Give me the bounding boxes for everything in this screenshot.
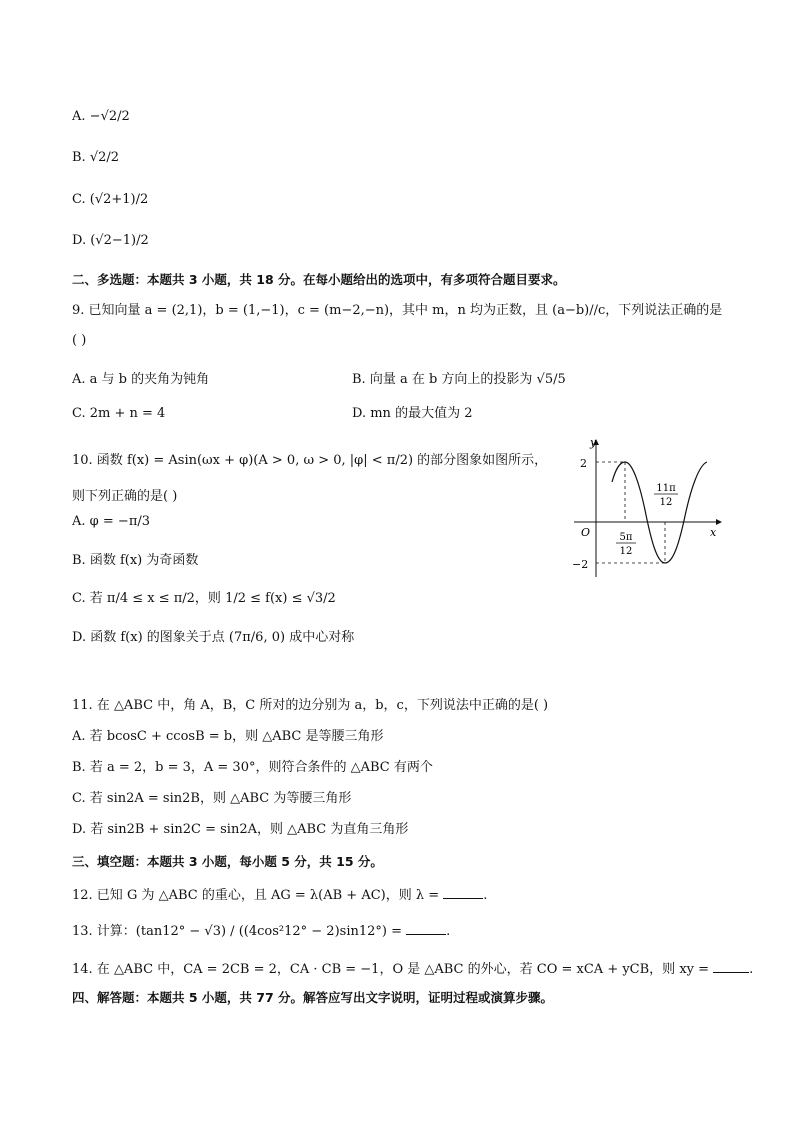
q8-option-b-text: √2/2 xyxy=(89,150,120,165)
origin-label: O xyxy=(581,526,591,539)
q9-option-d: D. mn 的最大值为 2 xyxy=(352,406,473,421)
q13-answer-blank[interactable] xyxy=(406,920,446,935)
q10-option-d: D. 函数 f(x) 的图象关于点 (7π/6, 0) 成中心对称 xyxy=(72,630,355,645)
section-2-heading: 二、多选题：本题共 3 小题，共 18 分。在每小题给出的选项中，有多项符合题目要求。 xyxy=(72,272,566,287)
q10-function-graph xyxy=(566,432,726,582)
q11-stem: 11. 在 △ABC 中，角 A，B，C 所对的边分别为 a，b，c，下列说法中正确的是( ) xyxy=(72,698,549,713)
q9-option-b: B. 向量 a 在 b 方向上的投影为 √5/5 xyxy=(352,372,566,387)
q10-option-a: A. φ = −π/3 xyxy=(72,514,151,529)
tick-5pi-num: 5π xyxy=(619,532,633,543)
q9-stem: 9. 已知向量 a = (2,1)，b = (1,−1)，c = (m−2,−n)，其中 m，n 均为正数，且 (a−b)//c，下列说法正确的是 xyxy=(72,303,723,318)
q8-option-d: D. (√2−1)/2 xyxy=(72,233,149,248)
q8-option-c: C. (√2+1)/2 xyxy=(72,192,149,207)
q8-option-c-text: (√2+1)/2 xyxy=(89,192,149,207)
tick-11pi-den: 12 xyxy=(659,497,673,508)
y-axis-label: y xyxy=(590,436,597,449)
q13-text: 13. 计算：(tan12° − √3) / ((4cos²12° − 2)sin12°) = xyxy=(72,924,402,939)
q8-option-d-text: (√2−1)/2 xyxy=(90,233,149,248)
q9-option-c: C. 2m + n = 4 xyxy=(72,406,166,421)
tick-5pi-den: 12 xyxy=(619,546,633,557)
ymax-label: 2 xyxy=(580,457,587,470)
ymin-label: −2 xyxy=(572,558,589,571)
q14-answer-blank[interactable] xyxy=(713,958,749,973)
q10-option-b: B. 函数 f(x) 为奇函数 xyxy=(72,553,199,568)
tick-11pi-num: 11π xyxy=(656,483,676,494)
q8-option-b: B. √2/2 xyxy=(72,150,120,165)
q8-option-a: A. −√2/2 xyxy=(72,109,130,124)
q11-option-b: B. 若 a = 2，b = 3，A = 30°，则符合条件的 △ABC 有两个 xyxy=(72,760,433,775)
q11-option-c: C. 若 sin2A = sin2B，则 △ABC 为等腰三角形 xyxy=(72,791,352,806)
section-3-heading: 三、填空题：本题共 3 小题，每小题 5 分，共 15 分。 xyxy=(72,854,383,869)
q11-option-a: A. 若 bcosC + ccosB = b，则 △ABC 是等腰三角形 xyxy=(72,729,384,744)
q14: 14. 在 △ABC 中，CA = 2CB = 2，CA · CB = −1，O 是 △ABC 的外心，若 CO = xCA + yCB，则 xy = . xyxy=(72,958,753,979)
q14-text: 14. 在 △ABC 中，CA = 2CB = 2，CA · CB = −1，O 是 △ABC 的外心，若 CO = xCA + yCB，则 xy = xyxy=(72,962,710,977)
q10-stem: 10. 函数 f(x) = Asin(ωx + φ)(A > 0, ω > 0, |φ| < π/2) 的部分图象如图所示，则下列正确的是( ) xyxy=(72,453,548,504)
q9-option-a: A. a 与 b 的夹角为钝角 xyxy=(72,372,210,387)
q13: 13. 计算：(tan12° − √3) / ((4cos²12° − 2)sin12°) = . xyxy=(72,920,450,941)
q12-text: 12. 已知 G 为 △ABC 的重心，且 AG = λ(AB + AC)，则 λ = xyxy=(72,888,440,903)
section-4-heading: 四、解答题：本题共 5 小题，共 77 分。解答应写出文字说明，证明过程或演算步骤。 xyxy=(72,990,554,1005)
x-axis-label: x xyxy=(710,526,717,539)
q10-option-c: C. 若 π/4 ≤ x ≤ π/2，则 1/2 ≤ f(x) ≤ √3/2 xyxy=(72,591,336,606)
q12: 12. 已知 G 为 △ABC 的重心，且 AG = λ(AB + AC)，则 λ = . xyxy=(72,884,487,905)
q12-answer-blank[interactable] xyxy=(443,884,483,899)
q11-option-d: D. 若 sin2B + sin2C = sin2A，则 △ABC 为直角三角形 xyxy=(72,822,409,837)
q8-option-a-text: −√2/2 xyxy=(89,109,130,124)
q9-paren: ( ) xyxy=(72,333,87,348)
